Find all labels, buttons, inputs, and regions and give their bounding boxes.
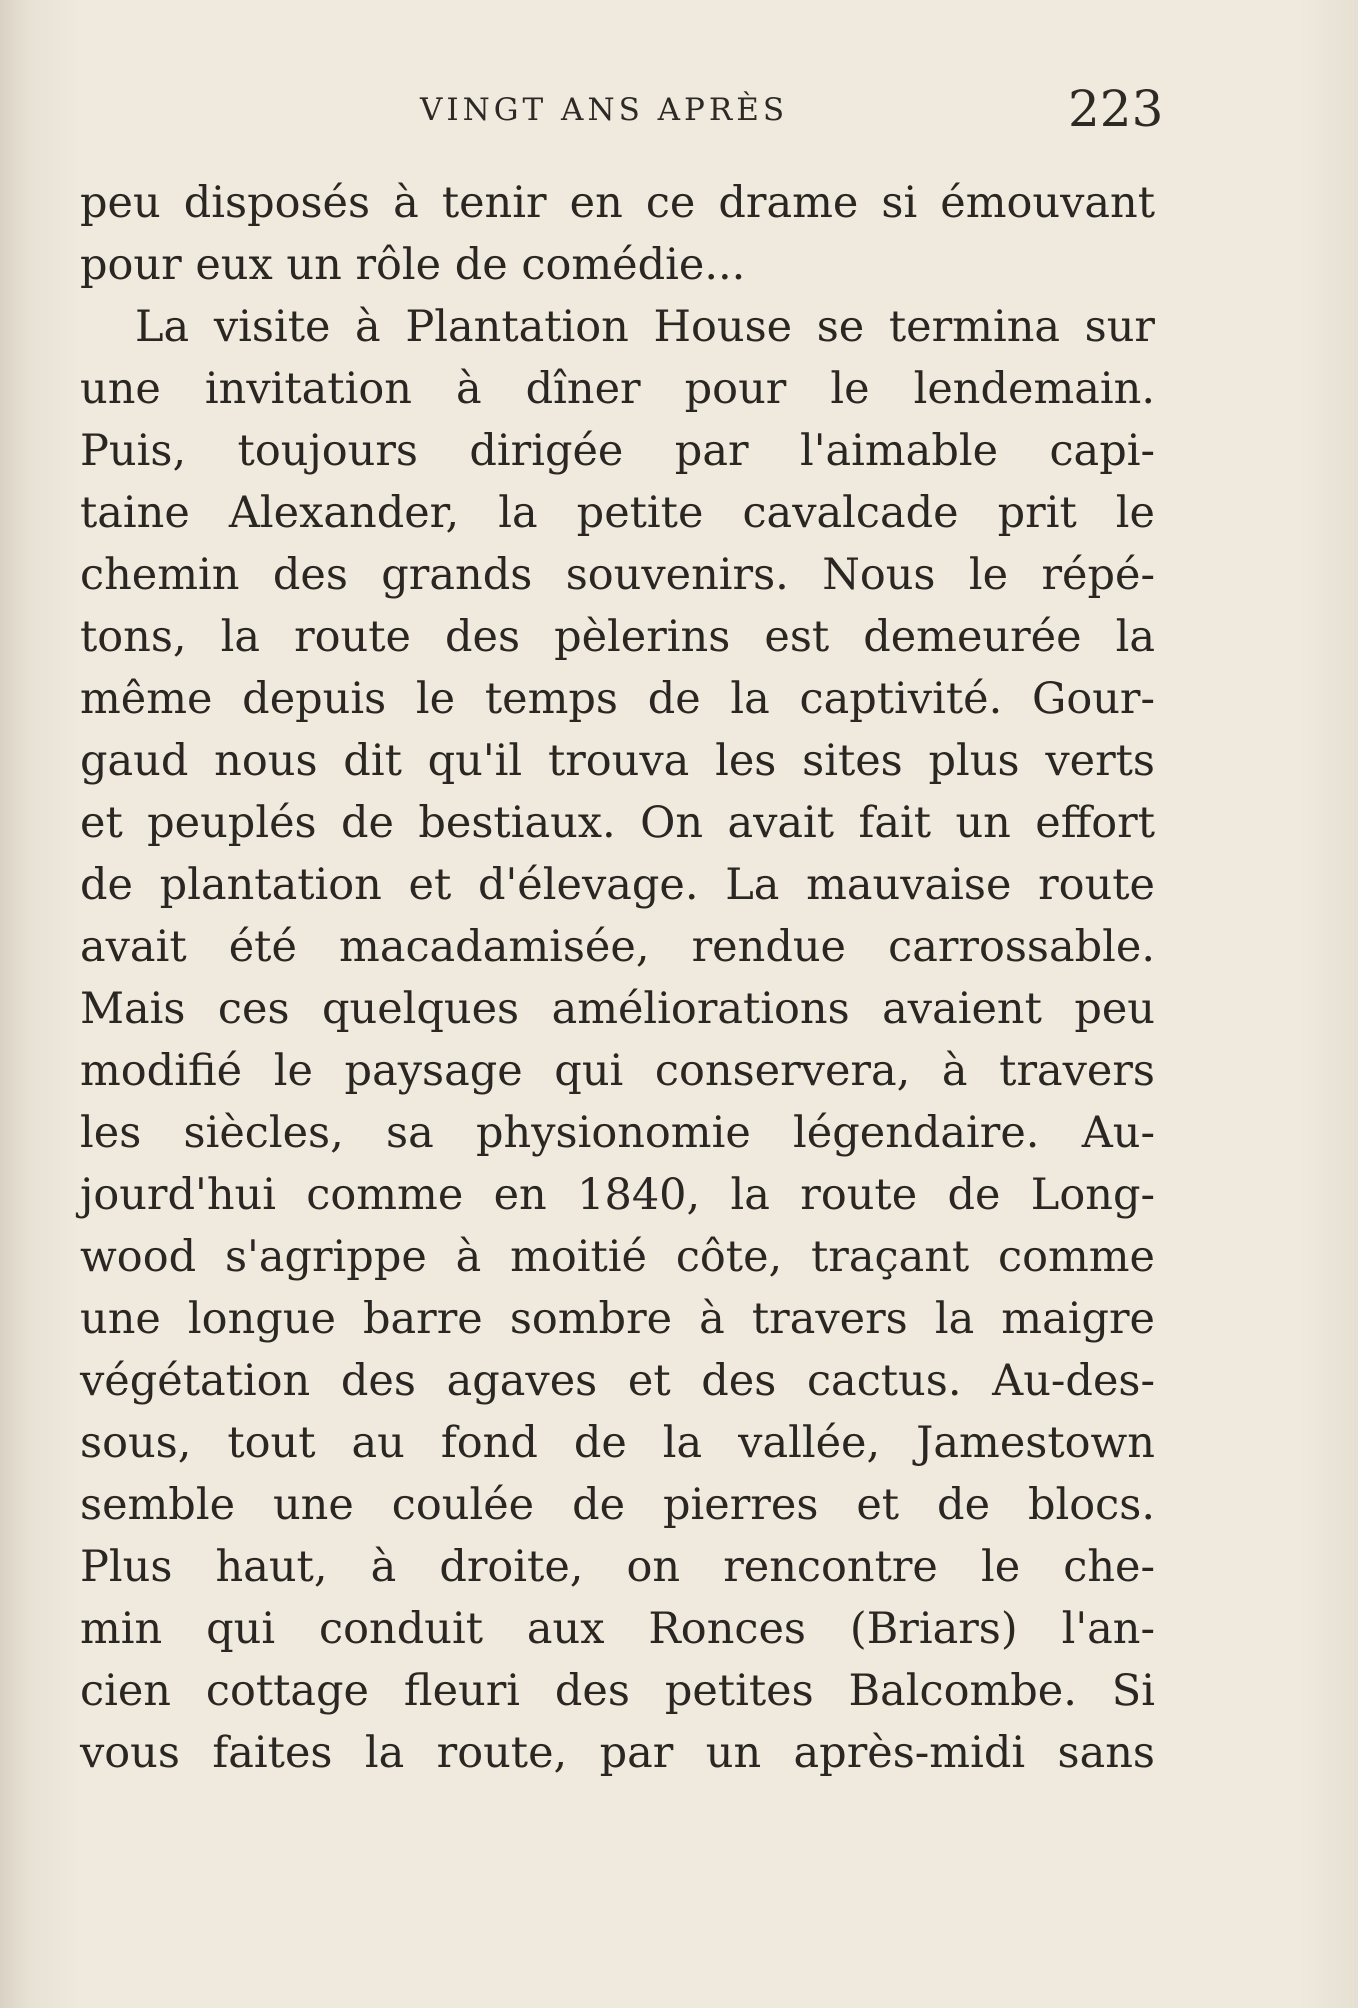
running-title: VINGT ANS APRÈS (420, 92, 789, 128)
text-line: Plus haut, à droite, on rencontre le che- (80, 1542, 1155, 1592)
text-line: taine Alexander, la petite cavalcade prit le (80, 488, 1155, 538)
text-line: Puis, toujours dirigée par l'aimable capi- (80, 426, 1155, 476)
text-line: vous faites la route, par un après-midi sans (80, 1728, 1155, 1778)
text-line: modifié le paysage qui conservera, à travers (80, 1046, 1155, 1096)
text-line: une invitation à dîner pour le lendemain. (80, 364, 1155, 414)
text-line: min qui conduit aux Ronces (Briars) l'an- (80, 1604, 1155, 1654)
text-line: une longue barre sombre à travers la maigre (80, 1294, 1155, 1344)
text-line: chemin des grands souvenirs. Nous le répé- (80, 550, 1155, 600)
text-line: Mais ces quelques améliorations avaient peu (80, 984, 1155, 1034)
text-line: végétation des agaves et des cactus. Au-des- (80, 1356, 1155, 1406)
text-line: wood s'agrippe à moitié côte, traçant comme (80, 1232, 1155, 1282)
text-line: sous, tout au fond de la vallée, Jamestown (80, 1418, 1155, 1468)
text-line: de plantation et d'élevage. La mauvaise route (80, 860, 1155, 910)
text-line: pour eux un rôle de comédie... (80, 240, 746, 290)
page-number: 223 (1068, 80, 1164, 138)
text-line: les siècles, sa physionomie légendaire. Au- (80, 1108, 1155, 1158)
text-line: peu disposés à tenir en ce drame si émouvant (80, 178, 1155, 228)
text-line: cien cottage fleuri des petites Balcombe. Si (80, 1666, 1155, 1716)
body-text (80, 172, 1155, 1784)
text-line: semble une coulée de pierres et de blocs. (80, 1480, 1155, 1530)
text-line: tons, la route des pèlerins est demeurée la (80, 612, 1155, 662)
text-line: et peuplés de bestiaux. On avait fait un effort (80, 798, 1155, 848)
text-line: avait été macadamisée, rendue carrossable. (80, 922, 1155, 972)
text-line: jourd'hui comme en 1840, la route de Long- (80, 1170, 1155, 1220)
text-line: gaud nous dit qu'il trouva les sites plus verts (80, 736, 1155, 786)
text-line: même depuis le temps de la captivité. Gour- (80, 674, 1155, 724)
text-line: La visite à Plantation House se termina sur (135, 302, 1155, 352)
